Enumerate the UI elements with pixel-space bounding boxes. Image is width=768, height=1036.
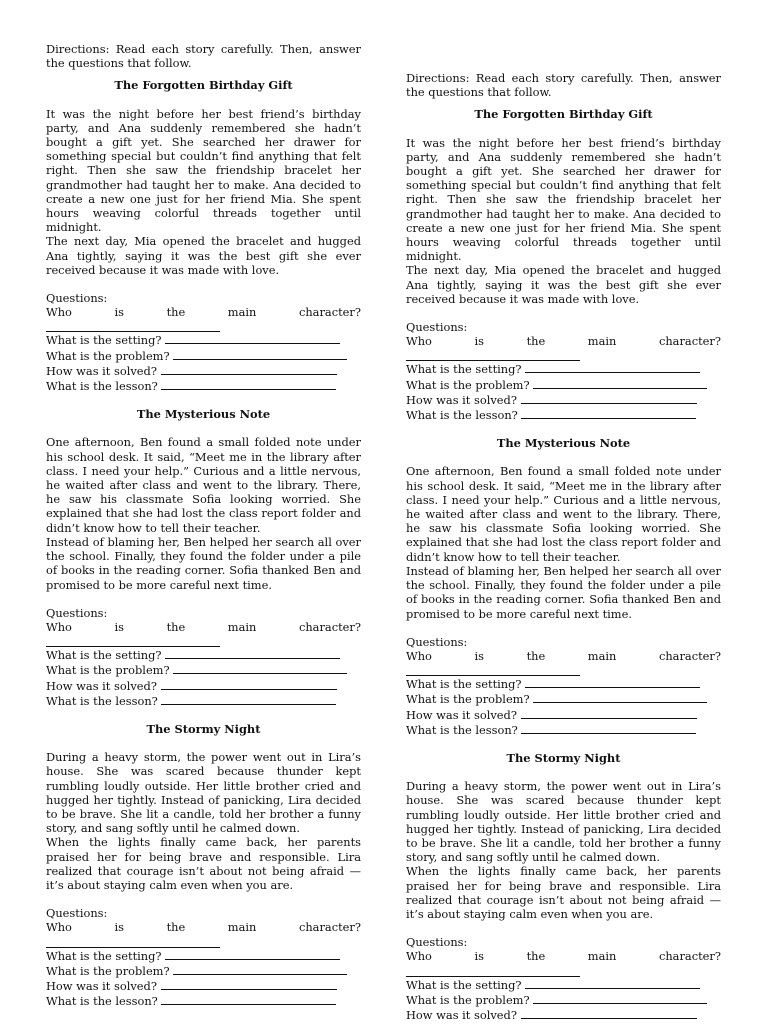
left-worksheet-column [46,42,361,1022]
story-paragraph: It was the night before her best friend’s birthday party, and Ana suddenly remembered she hadn’t bought a gift yet. She searched her drawer for something special but couldn’t find anything that felt right. Then she saw the friendship bracelet her grandmother had taught her to make. Ana decided to create a new one just for her friend Mia. She spent hours weaving colorful threads together until midnight. [406,135,721,264]
story-paragraph: During a heavy storm, the power went out in Lira’s house. She was scared because thunder kept rumbling loudly outside. Her little brother cried and hugged her tightly. Instead of panicking, Lira decided to be brave. She lit a candle, told her brother a funny story, and sang softly until he calmed down. [46,750,361,836]
question-solved: How was it solved? [406,392,721,407]
question-setting: What is the setting? [406,361,721,376]
answer-blank[interactable] [173,348,347,360]
story-title: The Forgotten Birthday Gift [474,107,653,122]
answer-blank[interactable] [525,676,700,688]
answer-blank[interactable] [521,707,697,719]
question-problem: What is the problem? [406,377,721,392]
question-lesson: What is the lesson? [406,722,721,737]
story-paragraph: One afternoon, Ben found a small folded note under his school desk. It said, “Meet me in the library after class. I need your help.” Curious and a little nervous, he waited after class and went to the library. There, he saw his classmate Sofia looking worried. She explained that she had lost the class report folder and didn’t know how to tell their teacher. [406,464,721,564]
answer-blank[interactable] [521,392,697,404]
story-title: The Mysterious Note [136,407,271,422]
story-title: The Stormy Night [146,721,261,736]
story-block [46,407,361,708]
answer-blank[interactable] [46,935,220,948]
answer-blank[interactable] [533,992,707,1004]
question-main-character: Who is the main character? [46,619,361,634]
answer-blank[interactable] [406,964,580,977]
answer-blank[interactable] [406,663,580,676]
story-block [406,751,721,1022]
story-block [46,722,361,1008]
questions-block [406,320,721,422]
question-solved: How was it solved? [46,978,361,993]
answer-blank[interactable] [46,319,220,332]
answer-blank[interactable] [533,691,707,703]
story-paragraph: Instead of blaming her, Ben helped her search all over the school. Finally, they found the folder under a pile of books in the reading corner. Sofia thanked Ben and promised to be more careful next time. [406,563,721,621]
story-title: The Forgotten Birthday Gift [114,78,293,93]
answer-blank[interactable] [173,963,347,975]
answer-blank[interactable] [46,634,220,647]
answer-blank[interactable] [521,722,696,734]
question-main-character: Who is the main character? [406,648,721,663]
story-block [406,436,721,737]
story-title: The Stormy Night [506,750,621,765]
answer-blank[interactable] [161,993,336,1005]
story-paragraph: Instead of blaming her, Ben helped her search all over the school. Finally, they found the folder under a pile of books in the reading corner. Sofia thanked Ben and promised to be more careful next time. [46,534,361,592]
answer-blank[interactable] [173,662,347,674]
story-paragraph: The next day, Mia opened the bracelet and hugged Ana tightly, saying it was the best gift she ever received because it was made with love. [46,234,361,277]
question-setting: What is the setting? [406,676,721,691]
question-setting: What is the setting? [46,647,361,662]
story-paragraph: It was the night before her best friend’s birthday party, and Ana suddenly remembered she hadn’t bought a gift yet. She searched her drawer for something special but couldn’t find anything that felt right. Then she saw the friendship bracelet her grandmother had taught her to make. Ana decided to create a new one just for her friend Mia. She spent hours weaving colorful threads together until midnight. [46,106,361,235]
questions-label: Questions: [46,605,108,620]
questions-label: Questions: [406,634,468,649]
question-solved: How was it solved? [46,363,361,378]
questions-label: Questions: [46,291,108,306]
answer-blank[interactable] [165,647,340,659]
question-lesson: What is the lesson? [46,378,361,393]
question-lesson: What is the lesson? [46,993,361,1008]
question-lesson: What is the lesson? [406,407,721,422]
story-paragraph: One afternoon, Ben found a small folded note under his school desk. It said, “Meet me in the library after class. I need your help.” Curious and a little nervous, he waited after class and went to the library. There, he saw his classmate Sofia looking worried. She explained that she had lost the class report folder and didn’t know how to tell their teacher. [46,435,361,535]
question-problem: What is the problem? [406,992,721,1007]
answer-blank[interactable] [533,377,707,389]
question-setting: What is the setting? [46,948,361,963]
questions-block [46,606,361,708]
answer-blank[interactable] [525,361,700,373]
question-problem: What is the problem? [46,348,361,363]
story-paragraph: The next day, Mia opened the bracelet and hugged Ana tightly, saying it was the best gift she ever received because it was made with love. [406,263,721,306]
answer-blank[interactable] [165,332,340,344]
questions-label: Questions: [406,320,468,335]
questions-block [406,935,721,1022]
story-block [46,78,361,393]
questions-block [406,635,721,737]
answer-blank[interactable] [161,978,337,990]
question-main-character: Who is the main character? [46,920,361,935]
answer-blank[interactable] [161,693,336,705]
answer-blank[interactable] [161,363,337,375]
question-solved: How was it solved? [406,1007,721,1022]
answer-blank[interactable] [521,407,696,419]
question-setting: What is the setting? [406,977,721,992]
question-problem: What is the problem? [406,691,721,706]
questions-block [46,291,361,393]
question-setting: What is the setting? [46,332,361,347]
question-solved: How was it solved? [406,707,721,722]
story-title: The Mysterious Note [496,436,631,451]
story-block [406,107,721,422]
question-problem: What is the problem? [46,662,361,677]
question-main-character: Who is the main character? [46,305,361,320]
question-solved: How was it solved? [46,678,361,693]
questions-label: Questions: [46,906,108,921]
question-main-character: Who is the main character? [406,949,721,964]
question-lesson: What is the lesson? [46,693,361,708]
story-paragraph: During a heavy storm, the power went out in Lira’s house. She was scared because thunder kept rumbling loudly outside. Her little brother cried and hugged her tightly. Instead of panicking, Lira decided to be brave. She lit a candle, told her brother a funny story, and sang softly until he calmed down. [406,779,721,865]
question-main-character: Who is the main character? [406,334,721,349]
answer-blank[interactable] [521,1007,697,1019]
story-paragraph: When the lights finally came back, her parents praised her for being brave and responsible. Lira realized that courage isn’t about not being afraid — it’s about staying calm even when you are. [406,864,721,921]
answer-blank[interactable] [161,678,337,690]
questions-block [46,906,361,1008]
answer-blank[interactable] [161,378,336,390]
questions-label: Questions: [406,935,468,950]
story-paragraph: When the lights finally came back, her parents praised her for being brave and responsible. Lira realized that courage isn’t about not being afraid — it’s about staying calm even when you are. [46,835,361,892]
answer-blank[interactable] [406,348,580,361]
answer-blank[interactable] [525,977,700,989]
answer-blank[interactable] [165,948,340,960]
directions-text: Directions: Read each story carefully. Then, answer the questions that follow. [46,42,361,71]
right-worksheet-column [406,71,721,1036]
question-problem: What is the problem? [46,963,361,978]
directions-text: Directions: Read each story carefully. Then, answer the questions that follow. [406,71,721,100]
